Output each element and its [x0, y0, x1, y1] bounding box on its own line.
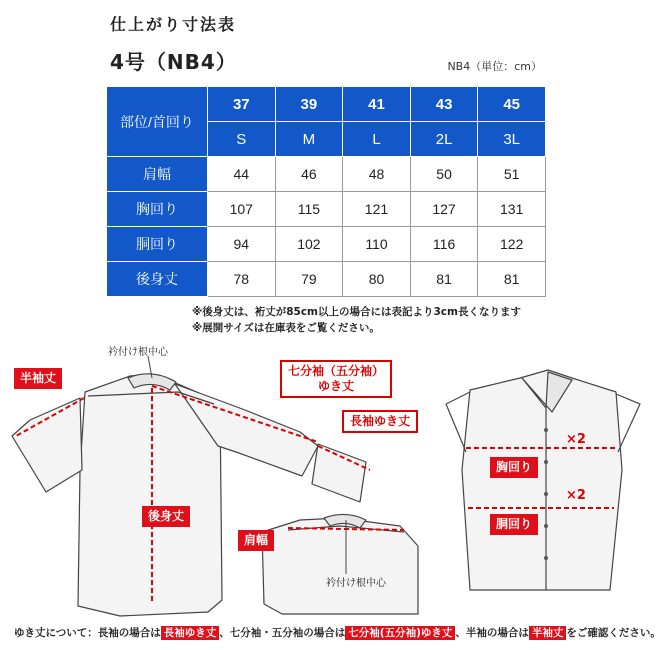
label-back-length: 後身丈	[142, 506, 190, 527]
footer-tag-three-quarter: 七分袖(五分袖)ゆき丈	[345, 626, 455, 640]
table-cell: 81	[478, 262, 546, 297]
label-long-sleeve: 長袖ゆき丈	[342, 410, 418, 433]
footer-tag-long-sleeve: 長袖ゆき丈	[161, 626, 220, 640]
row-label: 後身丈	[107, 262, 208, 297]
label-shoulder-width: 肩幅	[238, 530, 274, 551]
collar-center-caption-top: 衿付け根中心	[108, 347, 168, 358]
label-waist: 胴回り	[490, 514, 538, 535]
table-cell: 116	[410, 227, 478, 262]
table-cell: 107	[208, 192, 276, 227]
back-shirt-sleeve-left	[12, 398, 82, 492]
table-cell: 94	[208, 227, 276, 262]
label-three-quarter-sleeve: 七分袖（五分袖） ゆき丈	[280, 360, 392, 398]
waist-times-two: ×2	[566, 488, 586, 503]
note-sizes: ※展開サイズは在庫表をご覧ください。	[192, 322, 380, 334]
table-cell: 48	[343, 157, 411, 192]
footer-text: をご確認ください。	[566, 627, 661, 639]
unit-note: NB4（単位：cm）	[447, 60, 542, 73]
row-label: 肩幅	[107, 157, 208, 192]
neck-size: 43	[410, 87, 478, 122]
table-cell: 79	[275, 262, 343, 297]
sleeve-length-footer	[14, 625, 661, 640]
table-cell: 127	[410, 192, 478, 227]
table-cell: 102	[275, 227, 343, 262]
table-cell: 46	[275, 157, 343, 192]
label-half-sleeve: 半袖丈	[14, 368, 62, 389]
row-label: 胸回り	[107, 192, 208, 227]
row-label: 胴回り	[107, 227, 208, 262]
letter-size: M	[275, 122, 343, 157]
footer-text: 、七分袖・五分袖の場合は	[219, 627, 346, 639]
page-title: 仕上がり寸法表	[110, 15, 237, 34]
table-cell: 44	[208, 157, 276, 192]
footer-tag-half-sleeve: 半袖丈	[529, 626, 567, 640]
letter-size: L	[343, 122, 411, 157]
neck-size: 37	[208, 87, 276, 122]
collar-center-caption-bottom: 衿付け根中心	[326, 578, 386, 589]
footer-text: ゆき丈について：長袖の場合は	[14, 627, 161, 639]
letter-size: 3L	[478, 122, 546, 157]
model-name: 4号（NB4）	[110, 50, 237, 74]
note-back-length: ※後身丈は、裄丈が85cm以上の場合には表記より3cm長くなります	[192, 306, 521, 318]
table-cell: 78	[208, 262, 276, 297]
table-cell: 131	[478, 192, 546, 227]
table-cell: 80	[343, 262, 411, 297]
table-cell: 122	[478, 227, 546, 262]
footer-text: 、半袖の場合は	[455, 627, 529, 639]
back-shirt-cuff	[312, 444, 366, 502]
table-cell: 115	[275, 192, 343, 227]
neck-size: 39	[275, 87, 343, 122]
neck-size: 45	[478, 87, 546, 122]
label-chest: 胸回り	[490, 457, 538, 478]
table-cell: 121	[343, 192, 411, 227]
table-cell: 81	[410, 262, 478, 297]
chest-times-two: ×2	[566, 432, 586, 447]
table-cell: 50	[410, 157, 478, 192]
small-back-body	[262, 518, 418, 614]
table-cell: 110	[343, 227, 411, 262]
letter-size: 2L	[410, 122, 478, 157]
neck-size: 41	[343, 87, 411, 122]
table-corner-header: 部位/首回り	[107, 87, 208, 157]
table-cell: 51	[478, 157, 546, 192]
letter-size: S	[208, 122, 276, 157]
